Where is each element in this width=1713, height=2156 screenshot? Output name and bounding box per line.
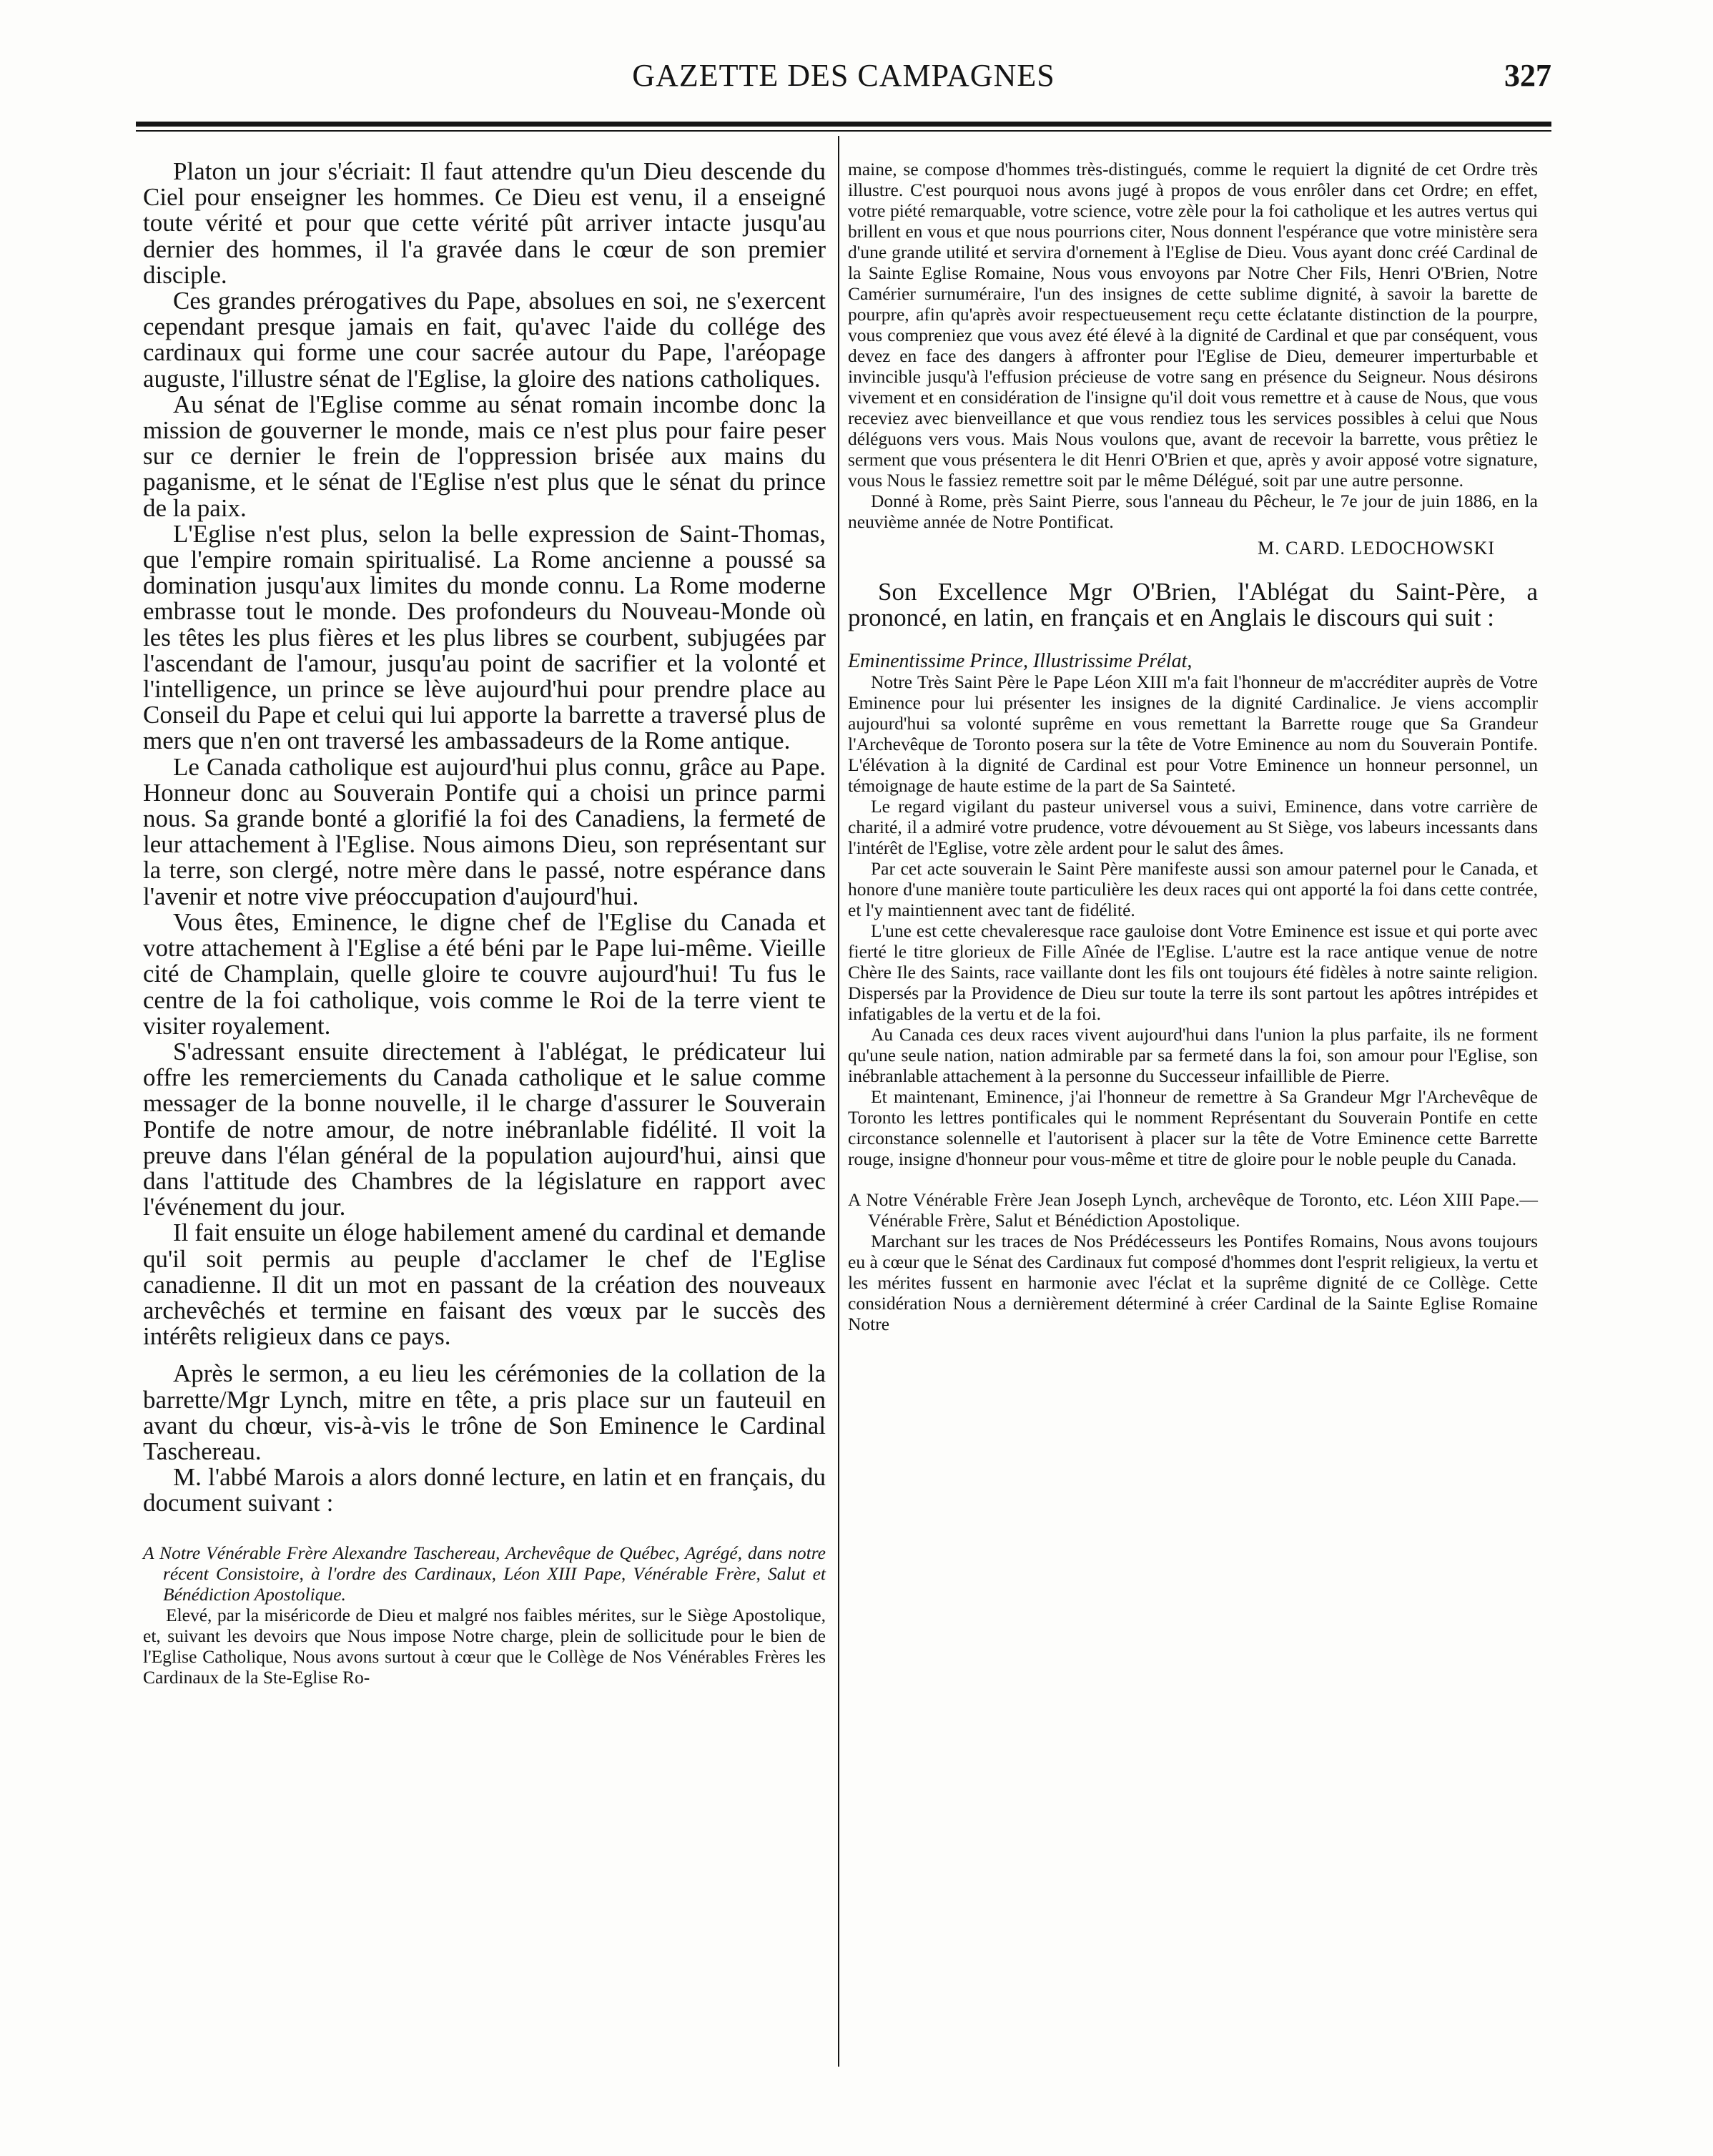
paragraph: M. l'abbé Marois a alors donné lecture, en latin et en français, du document suivant : <box>143 1463 826 1517</box>
sermon-summary <box>143 159 826 1517</box>
paragraph: L'Eglise n'est plus, selon la belle expression de Saint-Thomas, que l'empire romain spiritualisé. La Rome ancienne a poussé sa domination jusqu'aux limites du monde connu. La Rome moderne embrasse tout le monde. Des profondeurs du Nouveau-Monde où les têtes les plus fières et les plus libres se courbent, subjugées par l'ascendant de l'amour, jusqu'au point de sacrifier et la volonté et l'intelligence, un prince se lève aujourd'hui pour prendre place au Conseil du Pape et celui qui lui apporte la barrette a traversé plus de mers que n'en ont traversé les ambassadeurs de la Rome antique. <box>143 519 826 755</box>
speech-paragraph: L'une est cette chevaleresque race gauloise dont Votre Eminence est issue et qui porte avec fierté le titre glorieux de Fille Aînée de l'Eglise. L'autre est la race antique venue de notre Chère Ile des Saints, race vaillante dont les fils ont toujours été fidèles à notre sainte religion. Dispersés par la Providence de Dieu sur toute la terre ils sont partout les apôtres intrépides et infatigables de la vertu et de la foi. <box>848 920 1538 1025</box>
paragraph: Platon un jour s'écriait: Il faut attendre qu'un Dieu descende du Ciel pour enseigner les hommes. Ce Dieu est venu, il a enseigné toute vérité et pour que cette vérité pût arriver intacte jusqu'au dernier des hommes, il l'a gravée dans le cœur de son premier disciple. <box>143 157 826 289</box>
paragraph: Son Excellence Mgr O'Brien, l'Ablégat du Saint-Père, a prononcé, en latin, en français et en Anglais le discours qui suit : <box>848 578 1538 632</box>
ablegate-speech <box>848 651 1538 1169</box>
column-divider <box>838 136 839 2067</box>
paragraph: Le Canada catholique est aujourd'hui plus connu, grâce au Pape. Honneur donc au Souverain Pontife qui a choisi un prince parmi nous. Sa grande bonté a glorifié la foi des Canadiens, la fermeté de leur attachement à l'Eglise. Nous aimons Dieu, son représentant sur la terre, son clergé, notre mère dans le passé, notre espérance dans l'avenir et notre vive préoccupation d'aujourd'hui. <box>143 752 826 910</box>
brief-address: A Notre Vénérable Frère Alexandre Taschereau, Archevêque de Québec, Agrégé, dans notre récent Consistoire, à l'ordre des Cardinaux, Léon XIII Pape, Vénérable Frère, Salut et Bénédiction Apostolique. <box>143 1542 826 1605</box>
running-title: GAZETTE DES CAMPAGNES <box>632 58 1055 93</box>
paragraph: S'adressant ensuite directement à l'ablégat, le prédicateur lui offre les remerciements du Canada catholique et le salue comme messager de la bonne nouvelle, il le charge d'assurer le Souverain Pontife de notre amour, de notre inébranlable fidélité. Il voit la preuve dans l'élan général de la population aujourd'hui, ainsi que dans l'attitude des Chambres de la législature en rapport avec l'événement du jour. <box>143 1037 826 1221</box>
paragraph: Après le sermon, a eu lieu les cérémonies de la collation de la barrette/Mgr Lynch, mitre en tête, a pris place sur un fauteuil en avant du chœur, vis-à-vis le trône de Son Eminence le Cardinal Taschereau. <box>143 1359 826 1465</box>
salutation: Eminentissime Prince, Illustrissime Prélat, <box>848 650 1193 673</box>
ablegate-intro <box>848 579 1538 631</box>
header-rule-thin <box>136 130 1551 132</box>
paragraph: Il fait ensuite un éloge habilement amené du cardinal et demande qu'il soit permis au peuple d'acclamer le chef de l'Eglise canadienne. Il dit un mot en passant de la création des nouveaux archevêchés et termine en faisant des vœux par le succès des intérêts religieux dans ce pays. <box>143 1219 826 1351</box>
paragraph: Ces grandes prérogatives du Pape, absolues en soi, ne s'exercent cependant presque jamais en fait, qu'avec l'aide du collége des cardinaux qui forme une cour sacrée autour du Pape, l'aréopage auguste, l'illustre sénat de l'Eglise, la gloire des nations catholiques. <box>143 287 826 393</box>
brief-paragraph: Elevé, par la miséricorde de Dieu et malgré nos faibles mérites, sur le Siège Apostolique, et, suivant les devoirs que Nous impose Notre charge, plein de sollicitude pour le bien de l'Eglise Catholique, Nous avons surtout à cœur que le Collège de Nos Vénérables Frères les Cardinaux de la Ste-Eglise Ro- <box>143 1604 826 1688</box>
speech-paragraph: Le regard vigilant du pasteur universel vous a suivi, Eminence, dans votre carrière de charité, il a admiré votre prudence, votre dévouement au St Siège, vos labeurs incessants dans l'intérêt de l'Eglise, votre zèle ardent pour le salut des âmes. <box>848 796 1538 859</box>
speech-paragraph: Par cet acte souverain le Saint Père manifeste aussi son amour paternel pour le Canada, et honore d'une manière toute particulière les deux races qui ont apporté la foi dans cette contrée, et l'y maintiennent avec tant de fidélité. <box>848 858 1538 921</box>
page-number: 327 <box>1504 58 1551 93</box>
header-rule-thick <box>136 122 1551 127</box>
paragraph: Au sénat de l'Eglise comme au sénat romain incombe donc la mission de gouverner le monde, mais ce n'est plus pour faire peser sur ce dernier le frein de l'oppression brisée aux mains du paganisme, et le sénat de l'Eglise n'est plus que le sénat du prince de la paix. <box>143 390 826 522</box>
letter-paragraph: Marchant sur les traces de Nos Prédécesseurs les Pontifes Romains, Nous avons toujours eu à cœur que le Sénat des Cardinaux fut composé d'hommes dont l'esprit religieux, la vertu et les mérites fussent en harmonie avec l'éclat et la suprême dignité de ce Collège. Cette considération Nous a dernièrement déterminé à créer Cardinal de la Sainte Eglise Romaine Notre <box>848 1231 1538 1335</box>
page-header <box>136 57 1551 100</box>
signature: M. CARD. LEDOCHOWSKI <box>1258 538 1495 558</box>
brief-paragraph: Donné à Rome, près Saint Pierre, sous l'anneau du Pêcheur, le 7e jour de juin 1886, en la neuvième année de Notre Pontificat. <box>848 491 1538 532</box>
letter-to-lynch <box>848 1189 1538 1334</box>
paragraph: Vous êtes, Eminence, le digne chef de l'Eglise du Canada et votre attachement à l'Eglise a été béni par le Pape lui-même. Vieille cité de Champlain, quelle gloire te couvre aujourd'hui! Tu fus le centre de la foi catholique, vois comme le Roi de la terre vient te visiter royalement. <box>143 907 826 1040</box>
speech-paragraph: Et maintenant, Eminence, j'ai l'honneur de remettre à Sa Grandeur Mgr l'Archevêque de Toronto les lettres pontificales qui le nomment Représentant du Souverain Pontife en cette circonstance solennelle et l'autorisent à placer sur la tête de Votre Eminence cette Barrette rouge, insigne d'honneur pour vous-même et titre de gloire pour le noble peuple du Canada. <box>848 1086 1538 1170</box>
speech-paragraph: Au Canada ces deux races vivent aujourd'hui dans l'union la plus parfaite, ils ne forment qu'une seule nation, nation admirable par sa fermeté dans la foi, son amour pour l'Eglise, son inébranlable attachement à la personne du Successeur infaillible de Pierre. <box>848 1024 1538 1087</box>
right-column <box>848 159 1538 1334</box>
speech-paragraph: Notre Très Saint Père le Pape Léon XIII m'a fait l'honneur de m'accréditer auprès de Votre Eminence pour lui présenter les insignes de la dignité Cardinalice. Je viens accomplir aujourd'hui sa volonté suprême en vous remettant la Barrette rouge que Sa Grandeur l'Archevêque de Toronto posera sur la tête de Votre Eminence au nom du Souverain Pontife. L'élévation à la dignité de Cardinal est pour Votre Eminence un honneur personnel, un témoignage de haute estime de la part de Sa Sainteté. <box>848 671 1538 797</box>
left-column <box>143 159 826 1688</box>
papal-brief <box>143 1542 826 1688</box>
letter-address: A Notre Vénérable Frère Jean Joseph Lynch, archevêque de Toronto, etc. Léon XIII Pape.—Vénérable Frère, Salut et Bénédiction Apostolique. <box>848 1189 1538 1231</box>
papal-brief-continued <box>848 159 1538 559</box>
brief-paragraph: maine, se compose d'hommes très-distingués, comme le requiert la dignité de cet Ordre très illustre. C'est pourquoi nous avons jugé à propos de vous enrôler dans cet Ordre; en effet, votre piété remarquable, votre science, votre zèle pour la foi catholique et les autres vertus qui brillent en vous et que nous pourrions citer, Nous donnent l'espérance que votre ministère sera d'une grande utilité et servira d'ornement à l'Eglise de Dieu. Vous ayant donc créé Cardinal de la Sainte Eglise Romaine, Nous vous envoyons par Notre Cher Fils, Henri O'Brien, Notre Camérier surnuméraire, l'un des insignes de cette sublime dignité, à savoir la barette de pourpre, afin qu'après avoir respectueusement reçu cette éclatante distinction de la pourpre, vous compreniez que vous avez été élevé à la dignité de Cardinal et que par conséquent, vous devez en face des dangers à affronter pour l'Eglise de Dieu, demeurer imperturbable et invincible jusqu'à l'effusion précieuse de votre sang en présence du Seigneur. Nous désirons vivement et en considération de l'insigne qu'il doit vous remettre et à cause de Nous, que vous receviez avec bienveillance et que vous rendiez tous les services possibles à celui que Nous déléguons vers vous. Mais Nous voulons que, avant de recevoir la barrette, vous prêtiez le serment que vous présentera le dit Henri O'Brien et que, après y avoir apposé votre signature, vous Nous le fassiez remettre soit par le même Délégué, soit par une autre personne. <box>848 159 1538 491</box>
